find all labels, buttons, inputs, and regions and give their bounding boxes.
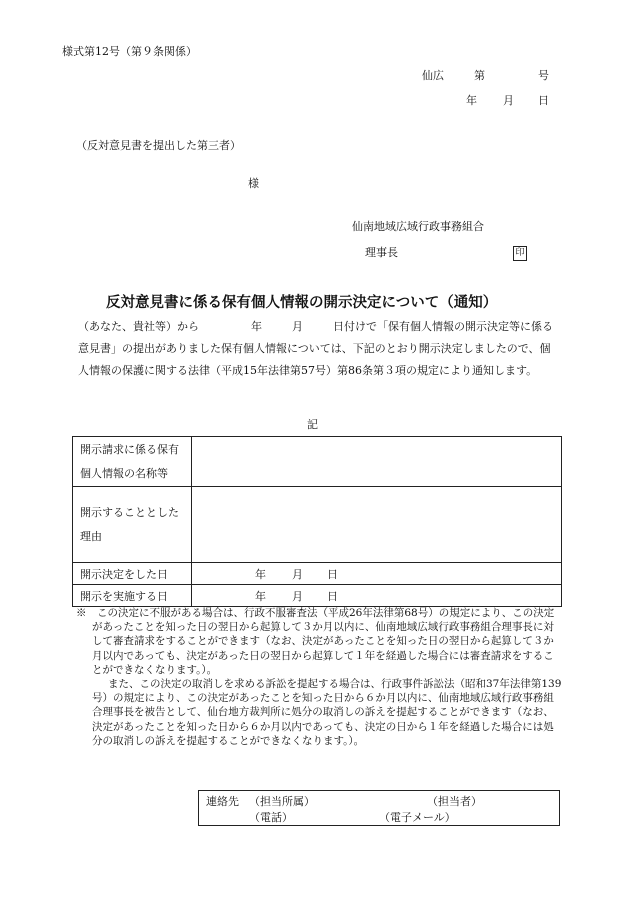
- date-year-mark: 年: [255, 589, 266, 603]
- seal-mark: 印: [513, 246, 527, 261]
- date-day-mark: 日: [327, 589, 338, 603]
- contact-box: [198, 790, 560, 826]
- date-year-mark: 年: [255, 567, 266, 581]
- row-label-decision-date: 開示決定をした日: [73, 563, 192, 585]
- row-label-implementation-date: 開示を実施する日: [73, 585, 192, 607]
- date-month: 月: [503, 94, 514, 107]
- contact-label: 連絡先: [206, 795, 239, 808]
- disclosure-table: [72, 436, 562, 607]
- ki-heading: 記: [307, 418, 318, 431]
- row-label-line: 開示することとした: [80, 505, 179, 519]
- contact-phone: （電話）: [249, 811, 293, 824]
- body-lead: （あなた、貴社等）から: [78, 320, 199, 333]
- row-label-reason: [73, 487, 192, 563]
- row-label-line: 開示請求に係る保有: [80, 442, 179, 456]
- body-year: 年: [251, 320, 262, 333]
- table-row: [73, 563, 562, 585]
- recipient-honorific: 様: [248, 177, 259, 190]
- doc-number-dai: 第: [474, 69, 485, 82]
- date-year: 年: [466, 94, 477, 107]
- table-row: [73, 585, 562, 607]
- table-row: [73, 437, 562, 487]
- date-day: 日: [538, 94, 549, 107]
- contact-department: （担当所属）: [249, 795, 315, 808]
- contact-person: （担当者）: [427, 795, 482, 808]
- table-row: [73, 487, 562, 563]
- implementation-date-value: [192, 585, 562, 607]
- date-month-mark: 月: [292, 589, 303, 603]
- decision-date-value: [192, 563, 562, 585]
- notes-section: [76, 606, 562, 748]
- date-day-mark: 日: [327, 567, 338, 581]
- row-label-line: 個人情報の名称等: [80, 466, 168, 480]
- contact-email: （電子メール）: [379, 811, 456, 824]
- body-paragraph: [78, 316, 558, 382]
- body-month: 月: [292, 320, 303, 333]
- reason-value: [192, 487, 562, 563]
- info-name-value: [192, 437, 562, 487]
- note-litigation: また、この決定の取消しを求める訴訟を提起する場合は、行政事件訴訟法（昭和37年法律第139号）の規定により、この決定があったことを知った日から６か月以内に、仙南地域広域行政事務組合理事長を被告として、仙台地方裁判所に処分の取消しの訴えを提起することができます（なお、決定があったことを知った日から６か月以内であっても、決定の日から１年を経過した場合には処分の取消しの訴えを提起することができなくなります。）。: [92, 678, 562, 747]
- row-label-info-name: [73, 437, 192, 487]
- doc-number-prefix: 仙広: [422, 69, 444, 82]
- sender-organization: 仙南地域広域行政事務組合: [352, 220, 484, 233]
- doc-number-go: 号: [538, 69, 549, 82]
- document-title: 反対意見書に係る保有個人情報の開示決定について（通知）: [106, 295, 498, 311]
- row-label-line: 理由: [80, 529, 102, 543]
- sender-title: 理事長: [365, 246, 398, 259]
- recipient-label: （反対意見書を提出した第三者）: [76, 139, 241, 152]
- form-number: 様式第12号（第９条関係）: [62, 45, 197, 58]
- body-text: 日付けで「保有個人情報の開示決定等に係る意見書」の提出がありました保有個人情報については、下記のとおり開示決定しましたので、個人情報の保護に関する法律（平成15年法律第57号）第86条第３項の規定により通知します。: [78, 320, 553, 377]
- date-month-mark: 月: [292, 567, 303, 581]
- note-administrative-appeal: ※ この決定に不服がある場合は、行政不服審査法（平成26年法律第68号）の規定により、この決定があったことを知った日の翌日から起算して３か月以内に、仙南地域広域行政事務組合理事長に対して審査請求をすることができます（なお、決定があったことを知った日の翌日から起算して３か月以内であっても、決定があった日の翌日から起算して１年を経過した場合には審査請求をすることができなくなります。）。: [76, 607, 555, 676]
